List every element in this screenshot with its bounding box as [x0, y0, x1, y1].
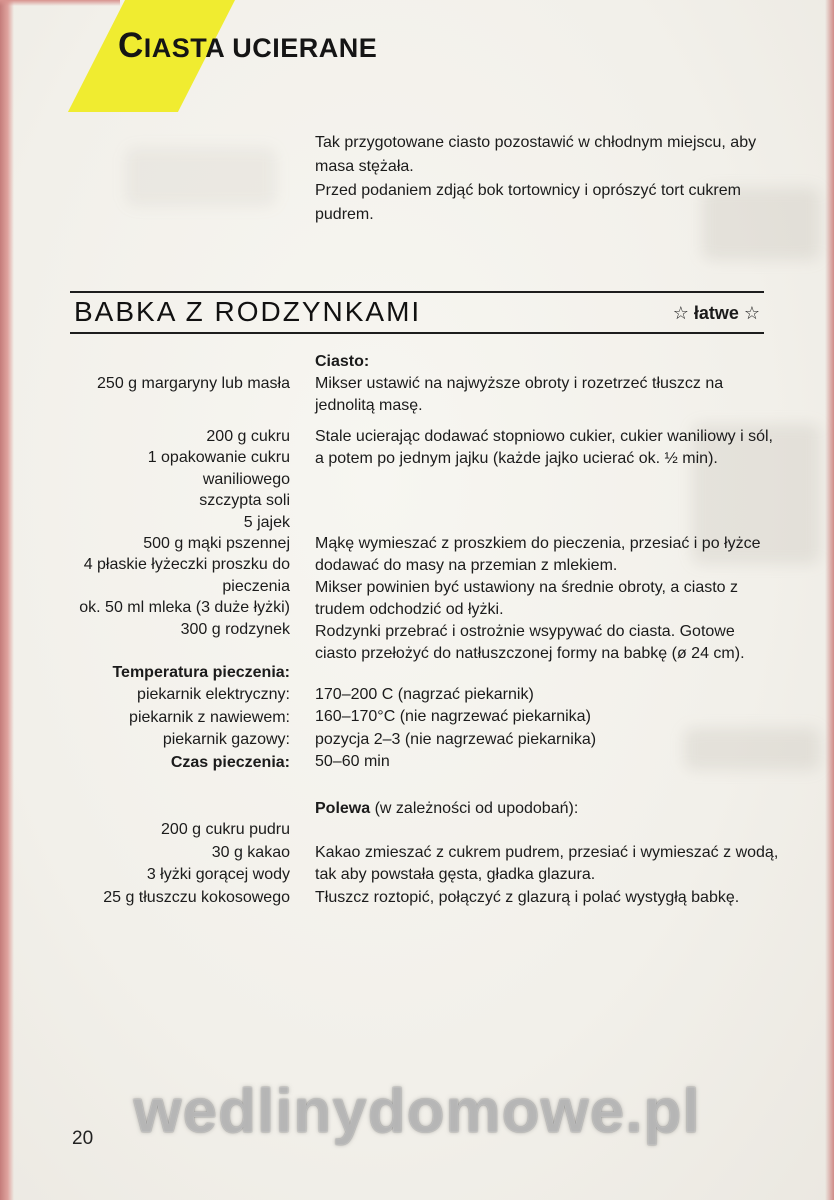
- baking-label: piekarnik gazowy:: [162, 731, 290, 749]
- scan-bleed-artifact: [126, 148, 276, 206]
- baking-label: Czas pieczenia:: [170, 753, 290, 771]
- baking-value: 170–200 C (nagrzać piekarnik): [315, 686, 534, 703]
- scan-edge-right: [825, 0, 834, 1200]
- glaze-heading-word: Polewa: [315, 800, 371, 817]
- chapter-title-initial: C: [118, 26, 144, 65]
- baking-info-values: [315, 684, 780, 774]
- baking-heading: Temperatura pieczenia:: [112, 664, 290, 681]
- chapter-title: [118, 26, 377, 68]
- section-heading-cake: Ciasto:: [315, 353, 370, 370]
- baking-info-labels: [65, 662, 290, 774]
- ingredient-group-1: [65, 373, 290, 394]
- intro-sentence-2: Przed podaniem zdjąć bok tortownicy i oprószyć tort cukrem pudrem.: [315, 182, 741, 223]
- glaze-ingredient-group: [65, 819, 290, 909]
- ingredient: 250 g margaryny lub masła: [97, 375, 290, 392]
- ingredient: 200 g cukru: [206, 428, 290, 445]
- recipe-header-rule-top: [70, 291, 764, 293]
- ingredient: 300 g rodzynek: [180, 620, 290, 638]
- recipe-step: Tłuszcz roztopić, połączyć z glazurą i polać wystygłą babkę.: [315, 889, 740, 906]
- ingredient: ok. 50 ml mleka (3 duże łyżki): [79, 599, 290, 617]
- ingredient: 200 g cukru pudru: [161, 821, 290, 838]
- scan-edge-top: [0, 0, 120, 6]
- recipe-step: Mikser ustawić na najwyższe obroty i rozetrzeć tłuszcz na jednolitą masę.: [315, 375, 724, 414]
- recipe-step: Mikser powinien być ustawiony na średnie obroty, a ciasto z trudem odchodzić od łyżki.: [315, 579, 739, 618]
- recipe-header-rule-bottom: [70, 332, 764, 334]
- ingredient: 25 g tłuszczu kokosowego: [103, 888, 290, 906]
- ingredient: 3 łyżki gorącej wody: [146, 866, 290, 884]
- baking-value: 50–60 min: [315, 753, 390, 771]
- recipe-step: Rodzynki przebrać i ostrożnie wsypywać do ciasta. Gotowe ciasto przełożyć do natłuszczonej formy na babkę (ø 24 cm).: [315, 623, 745, 662]
- baking-label: piekarnik elektryczny:: [137, 686, 290, 704]
- ingredient: 500 g mąki pszennej: [143, 535, 290, 552]
- difficulty-badge: ☆ łatwe ☆: [672, 303, 760, 323]
- ingredient: 4 płaskie łyżeczki proszku do pieczenia: [83, 556, 290, 595]
- ingredient: 5 jajek: [243, 513, 290, 531]
- page-number: 20: [72, 1128, 94, 1149]
- scan-edge-left: [0, 0, 14, 1200]
- section-heading-glaze: [315, 798, 780, 820]
- baking-value: pozycja 2–3 (nie nagrzewać piekarnika): [315, 730, 597, 748]
- ingredient-group-3: [65, 533, 290, 640]
- ingredient-group-2: [65, 426, 290, 533]
- recipe-step: Kakao zmieszać z cukrem pudrem, przesiać i wymieszać z wodą, tak aby powstała gęsta, gładka glazura.: [315, 844, 779, 883]
- ingredient: 30 g kakao: [211, 843, 290, 861]
- ingredient: 1 opakowanie cukru waniliowego: [147, 449, 290, 488]
- watermark: wedlinydomowe.pl: [133, 1077, 701, 1146]
- recipe-step: Mąkę wymieszać z proszkiem do pieczenia, przesiać i po łyżce dodawać do masy na przemian z mlekiem.: [315, 535, 761, 574]
- chapter-title-rest: IASTA UCIERANE: [143, 33, 378, 63]
- intro-paragraph: [315, 131, 780, 227]
- intro-sentence-1: Tak przygotowane ciasto pozostawić w chłodnym miejscu, aby masa stężała.: [315, 134, 757, 175]
- recipe-title: BABKA Z RODZYNKAMI: [74, 296, 422, 327]
- baking-value: 160–170°C (nie nagrzewać piekarnika): [315, 708, 591, 726]
- glaze-heading-note: (w zależności od upodobań):: [370, 800, 579, 817]
- ingredient: szczypta soli: [199, 492, 290, 510]
- baking-label: piekarnik z nawiewem:: [129, 708, 290, 726]
- recipe-step: Stale ucierając dodawać stopniowo cukier, cukier waniliowy i sól, a potem po jednym jajku (każde jajko ucierać ok. ½ min).: [315, 428, 773, 467]
